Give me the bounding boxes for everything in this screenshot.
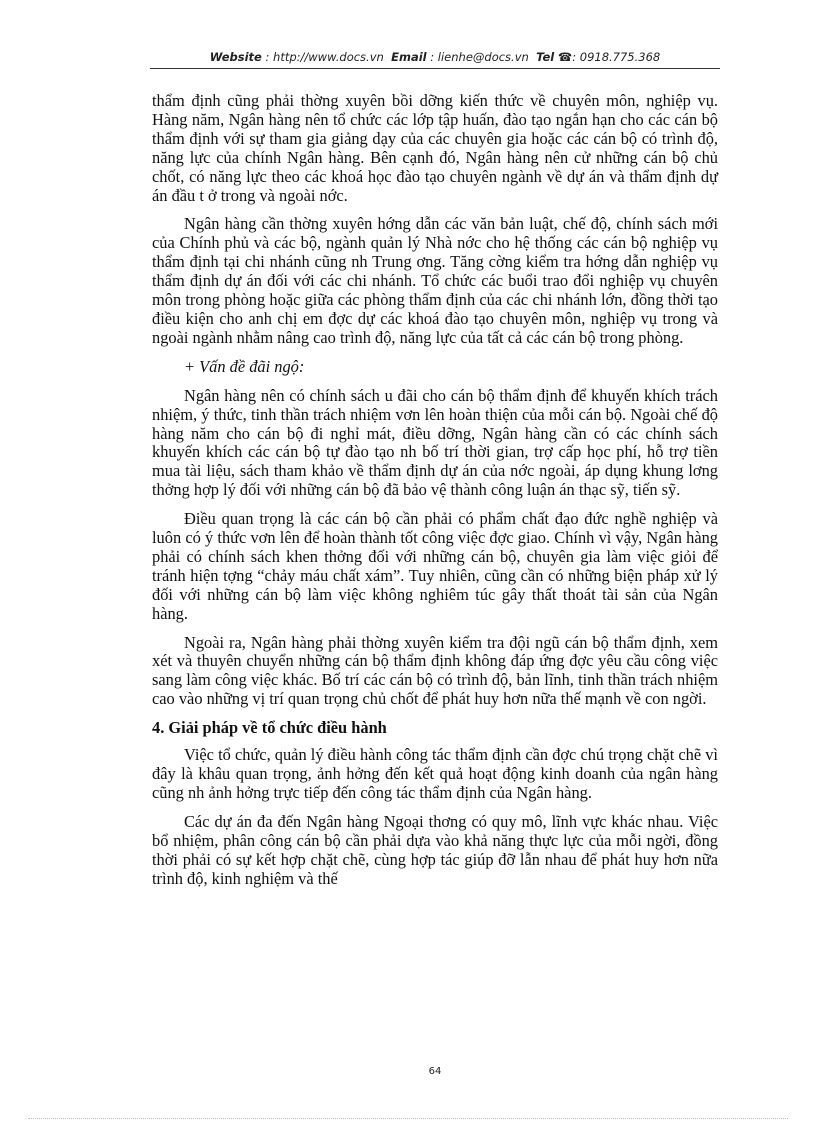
page-number: 64: [428, 1066, 442, 1077]
document-body: [152, 92, 718, 898]
paragraph-4: Điều quan trọng là các cán bộ cần phải có phẩm chất đạo đức nghề nghiệp và luôn có ý thức vơn lên để hoàn thành tốt công việc đợc giao. Chính vì vậy, Ngân hàng phải có chính sách khen thởng đối với những cán bộ, chuyên gia làm việc giỏi để tránh hiện tợng “chảy máu chất xám”. Tuy nhiên, cũng cần có những biện pháp xử lý đối với những cán bộ làm việc không nghiêm túc gây thất thoát tài sản của Ngân hàng.: [152, 509, 718, 623]
tel-value: : 0918.775.368: [572, 50, 661, 64]
page-header: [150, 50, 720, 69]
email-label: Email: [391, 50, 427, 64]
paragraph-3: Ngân hàng nên có chính sách u đãi cho cán bộ thẩm định để khuyến khích trách nhiệm, ý thức, tinh thần trách nhiệm vơn lên hoàn thiện của mỗi cán bộ. Ngoài chế độ hàng năm cho cán bộ đi nghỉ mát, điều dỡng, Ngân hàng cần có các chính sách khuyến khích các cán bộ tự đào tạo nh bố trí thời gian, trợ cấp học phí, hỗ trợ tiền mua tài liệu, sách tham khảo về thẩm định dự án của nớc ngoài, áp dụng khung lơng thởng hợp lý đối với những cán bộ đã bảo vệ thành công luận án thạc sỹ, tiến sỹ.: [152, 385, 718, 500]
footer-divider: [28, 1118, 788, 1119]
paragraph-7: Các dự án đa đến Ngân hàng Ngoại thơng có quy mô, lĩnh vực khác nhau. Việc bổ nhiệm, phân công cán bộ cần phải dựa vào khả năng thực lực của mỗi ngời, đồng thời phải có sự kết hợp chặt chẽ, cùng hợp tác giúp đỡ lẫn nhau để phát huy hơn nữa trình độ, kinh nghiệm và thế: [152, 811, 718, 888]
tel-label: Tel: [536, 50, 555, 64]
phone-icon: ☎: [557, 50, 573, 64]
section-heading: 4. Giải pháp về tổ chức điều hành: [152, 718, 387, 738]
paragraph-2: Ngân hàng cần thờng xuyên hớng dẫn các văn bản luật, chế độ, chính sách mới của Chính phủ và các bộ, ngành quản lý Nhà nớc cho hệ thống các cán bộ nghiệp vụ thẩm định tại chi nhánh cũng nh Trung ơng. Tăng cờng kiểm tra hớng dẫn nghiệp vụ thẩm định dự án đối với các chi nhánh. Tổ chức các buổi trao đổi nghiệp vụ chuyên môn trong phòng hoặc giữa các phòng thẩm định của các chi nhánh lớn, đồng thời tạo điều kiện cho anh chị em đợc dự các khoá đào tạo chuyên môn, nghiệp vụ trong và ngoài ngành nhằm nâng cao trình độ, năng lực của tất cả các cán bộ trong phòng.: [152, 214, 718, 347]
paragraph-1: thẩm định cũng phải thờng xuyên bồi dỡng kiến thức về chuyên môn, nghiệp vụ. Hàng năm, Ngân hàng nên tổ chức các lớp tập huấn, đào tạo ngắn hạn cho các cán bộ thẩm định với sự tham gia giảng dạy của các chuyên gia hoặc các cán bộ có trình độ, năng lực của chính Ngân hàng. Bên cạnh đó, Ngân hàng nên cử những cán bộ chủ chốt, có năng lực theo các khoá học đào tạo chuyên ngành về dự án và thẩm định dự án đầu t ở trong và ngoài nớc.: [152, 91, 718, 205]
paragraph-5: Ngoài ra, Ngân hàng phải thờng xuyên kiểm tra đội ngũ cán bộ thẩm định, xem xét và thuyên chuyển những cán bộ thẩm định không đáp ứng đợc yêu cầu công việc sang làm công việc khác. Bố trí các cán bộ có trình độ, bản lĩnh, tinh thần trách nhiệm cao vào những vị trí quan trọng chủ chốt để phát huy hơn nữa thế mạnh về con ngời.: [152, 632, 718, 709]
sub-heading-dai-ngo: + Vấn đề đãi ngộ:: [184, 356, 305, 376]
website-label: Website: [209, 50, 262, 64]
website-value: : http://www.docs.vn: [265, 50, 384, 64]
email-value: : lienhe@docs.vn: [430, 50, 529, 64]
paragraph-6: Việc tổ chức, quản lý điều hành công tác thẩm định cần đợc chú trọng chặt chẽ vì đây là khâu quan trọng, ảnh hởng đến kết quả hoạt động kinh doanh của ngân hàng cũng nh ảnh hởng trực tiếp đến công tác thẩm định của Ngân hàng.: [152, 745, 718, 802]
